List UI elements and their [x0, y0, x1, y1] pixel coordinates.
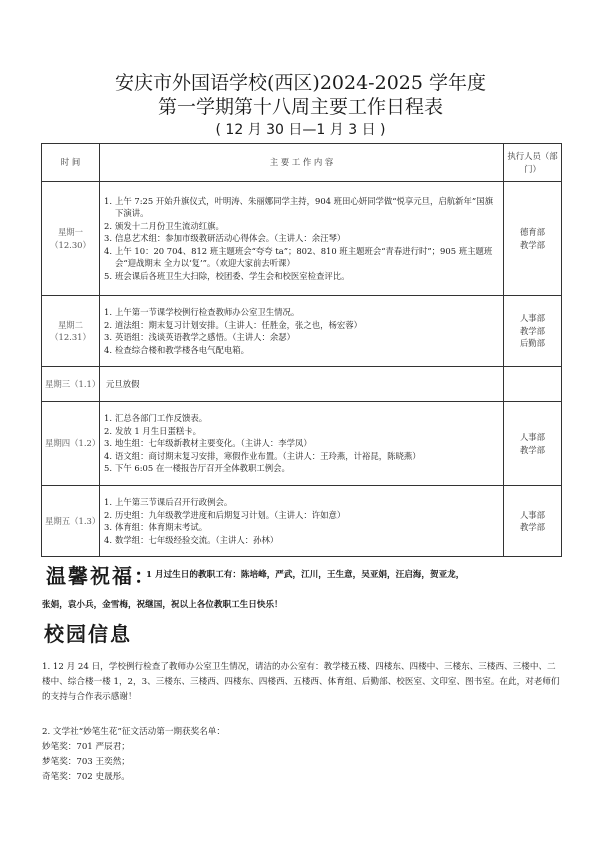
table-row	[42, 182, 562, 296]
day-cell: 星期四（1.2）	[42, 402, 100, 486]
list-item: 2. 道法组：期末复习计划安排。（主讲人：任胜金，张之也，杨宏蓉）	[104, 319, 363, 330]
page-subtitle: 第一学期第十八周主要工作日程表	[157, 96, 443, 118]
award-line: 奇笔奖：702 史晟彤。	[42, 772, 130, 782]
award-line: 妙笔奖：701 严辰君；	[42, 742, 130, 752]
content-cell	[100, 296, 504, 367]
list-item: 2. 发放 1 月生日蛋糕卡。	[104, 425, 202, 436]
list-item: 5. 下午 6:05 在一楼报告厅召开全体教职工例会。	[104, 463, 290, 474]
staff-cell: 人事部 教学部 后勤部	[504, 296, 562, 367]
staff-cell	[504, 367, 562, 402]
header-time: 时 间	[42, 144, 100, 182]
table-row	[42, 486, 562, 557]
content-cell	[100, 486, 504, 557]
holiday-text: 元旦放假	[106, 378, 140, 389]
schedule-table	[41, 143, 562, 557]
table-row	[42, 402, 562, 486]
list-item: 3. 地生组：七年级新教材主要变化。（主讲人：李学凤）	[104, 438, 312, 449]
list-item: 1. 上午第一节课学校例行检查教师办公室卫生情况。	[104, 307, 300, 317]
birthday-list-line2: 张娟，袁小兵，金雪梅，祝继国，祝以上各位教职工生日快乐！	[42, 600, 283, 610]
list-item: 1. 上午 7:25 开始升旗仪式，叶明涛、朱丽娜同学主持，904 班田心妍同学做“悦享元旦，启航新年”国旗下演讲。	[104, 195, 493, 219]
list-item: 4. 检查综合楼和教学楼各电气配电箱。	[104, 344, 249, 355]
table-row	[42, 296, 562, 367]
list-item: 2. 颁发十二月份卫生流动红旗。	[104, 220, 224, 231]
warm-wishes-heading: 温馨祝福：	[46, 564, 156, 588]
birthday-list-line1: 1 月过生日的教职工有：陈培峰，严武，江川，王生意，吴亚娟，汪启海，贺亚龙，	[146, 570, 465, 580]
list-item: 2. 历史组：九年级教学进度和后期复习计划。（主讲人：许如意）	[104, 509, 346, 520]
staff-cell: 人事部 教学部	[504, 402, 562, 486]
day-cell: 星期一（12.30）	[42, 182, 100, 296]
content-cell	[100, 402, 504, 486]
campus-news-heading: 校园信息	[44, 622, 132, 646]
list-item: 3. 信息艺术组：参加市级教研活动心得体会。（主讲人：余汪琴）	[104, 233, 346, 244]
content-cell	[100, 182, 504, 296]
list-item: 4. 语文组：商讨期末复习安排，寒假作业布置。（主讲人：王玲燕，计裕昆，陈晓燕）	[104, 450, 421, 461]
staff-cell: 人事部 教学部	[504, 486, 562, 557]
list-item: 4. 上午 10：20 704、812 班主题班会“夸夸 ta”；802、810 班主题班会“青春进行时”；905 班主题班会“迎战期末 全力以‘复’”。（欢迎大家前去听课）	[104, 245, 493, 269]
list-item: 4. 数学组：七年级经验交流。（主讲人：孙林）	[104, 534, 279, 545]
list-item: 3. 体育组：体育期末考试。	[104, 522, 208, 532]
news-item-hygiene: 1. 12 月 24 日，学校例行检查了教师办公室卫生情况，请洁的办公室有：教学楼五楼、四楼东、四楼中、三楼东、三楼西、三楼中、二楼中、综合楼一楼 1，2，3、三楼东、三楼西、四楼东、四楼西、五楼西、体育组、后勤部、校医室、文印室、图书室。在此，对老师们的支持与合作表示感谢！	[42, 662, 560, 702]
day-cell: 星期三（1.1）	[42, 367, 100, 402]
page-title: 安庆市外国语学校(西区)2024-2025 学年度	[115, 72, 486, 94]
content-cell	[100, 367, 504, 402]
list-item: 3. 英语组：浅谈英语教学之感悟。（主讲人：余瑟）	[104, 332, 296, 342]
news-item-awards	[42, 725, 562, 785]
day-cell: 星期五（1.3）	[42, 486, 100, 557]
header-staff: 执行人员（部门）	[504, 144, 562, 182]
day-cell: 星期二（12.31）	[42, 296, 100, 367]
awards-heading: 2. 文学社“妙笔生花”征文活动第一期获奖名单：	[42, 727, 225, 737]
table-row	[42, 367, 562, 402]
header-content: 主 要 工 作 内 容	[100, 144, 504, 182]
date-range: ( 12 月 30 日—1 月 3 日 )	[215, 122, 386, 138]
staff-cell: 德育部 教学部	[504, 182, 562, 296]
list-item: 1. 汇总各部门工作反馈表。	[104, 413, 208, 424]
table-header-row	[42, 144, 562, 182]
list-item: 1. 上午第三节课后召开行政例会。	[104, 497, 233, 507]
award-line: 梦笔奖：703 王奕然；	[42, 757, 130, 767]
list-item: 5. 班会课后各班卫生大扫除，校团委、学生会和校医室检查评比。	[104, 270, 350, 281]
